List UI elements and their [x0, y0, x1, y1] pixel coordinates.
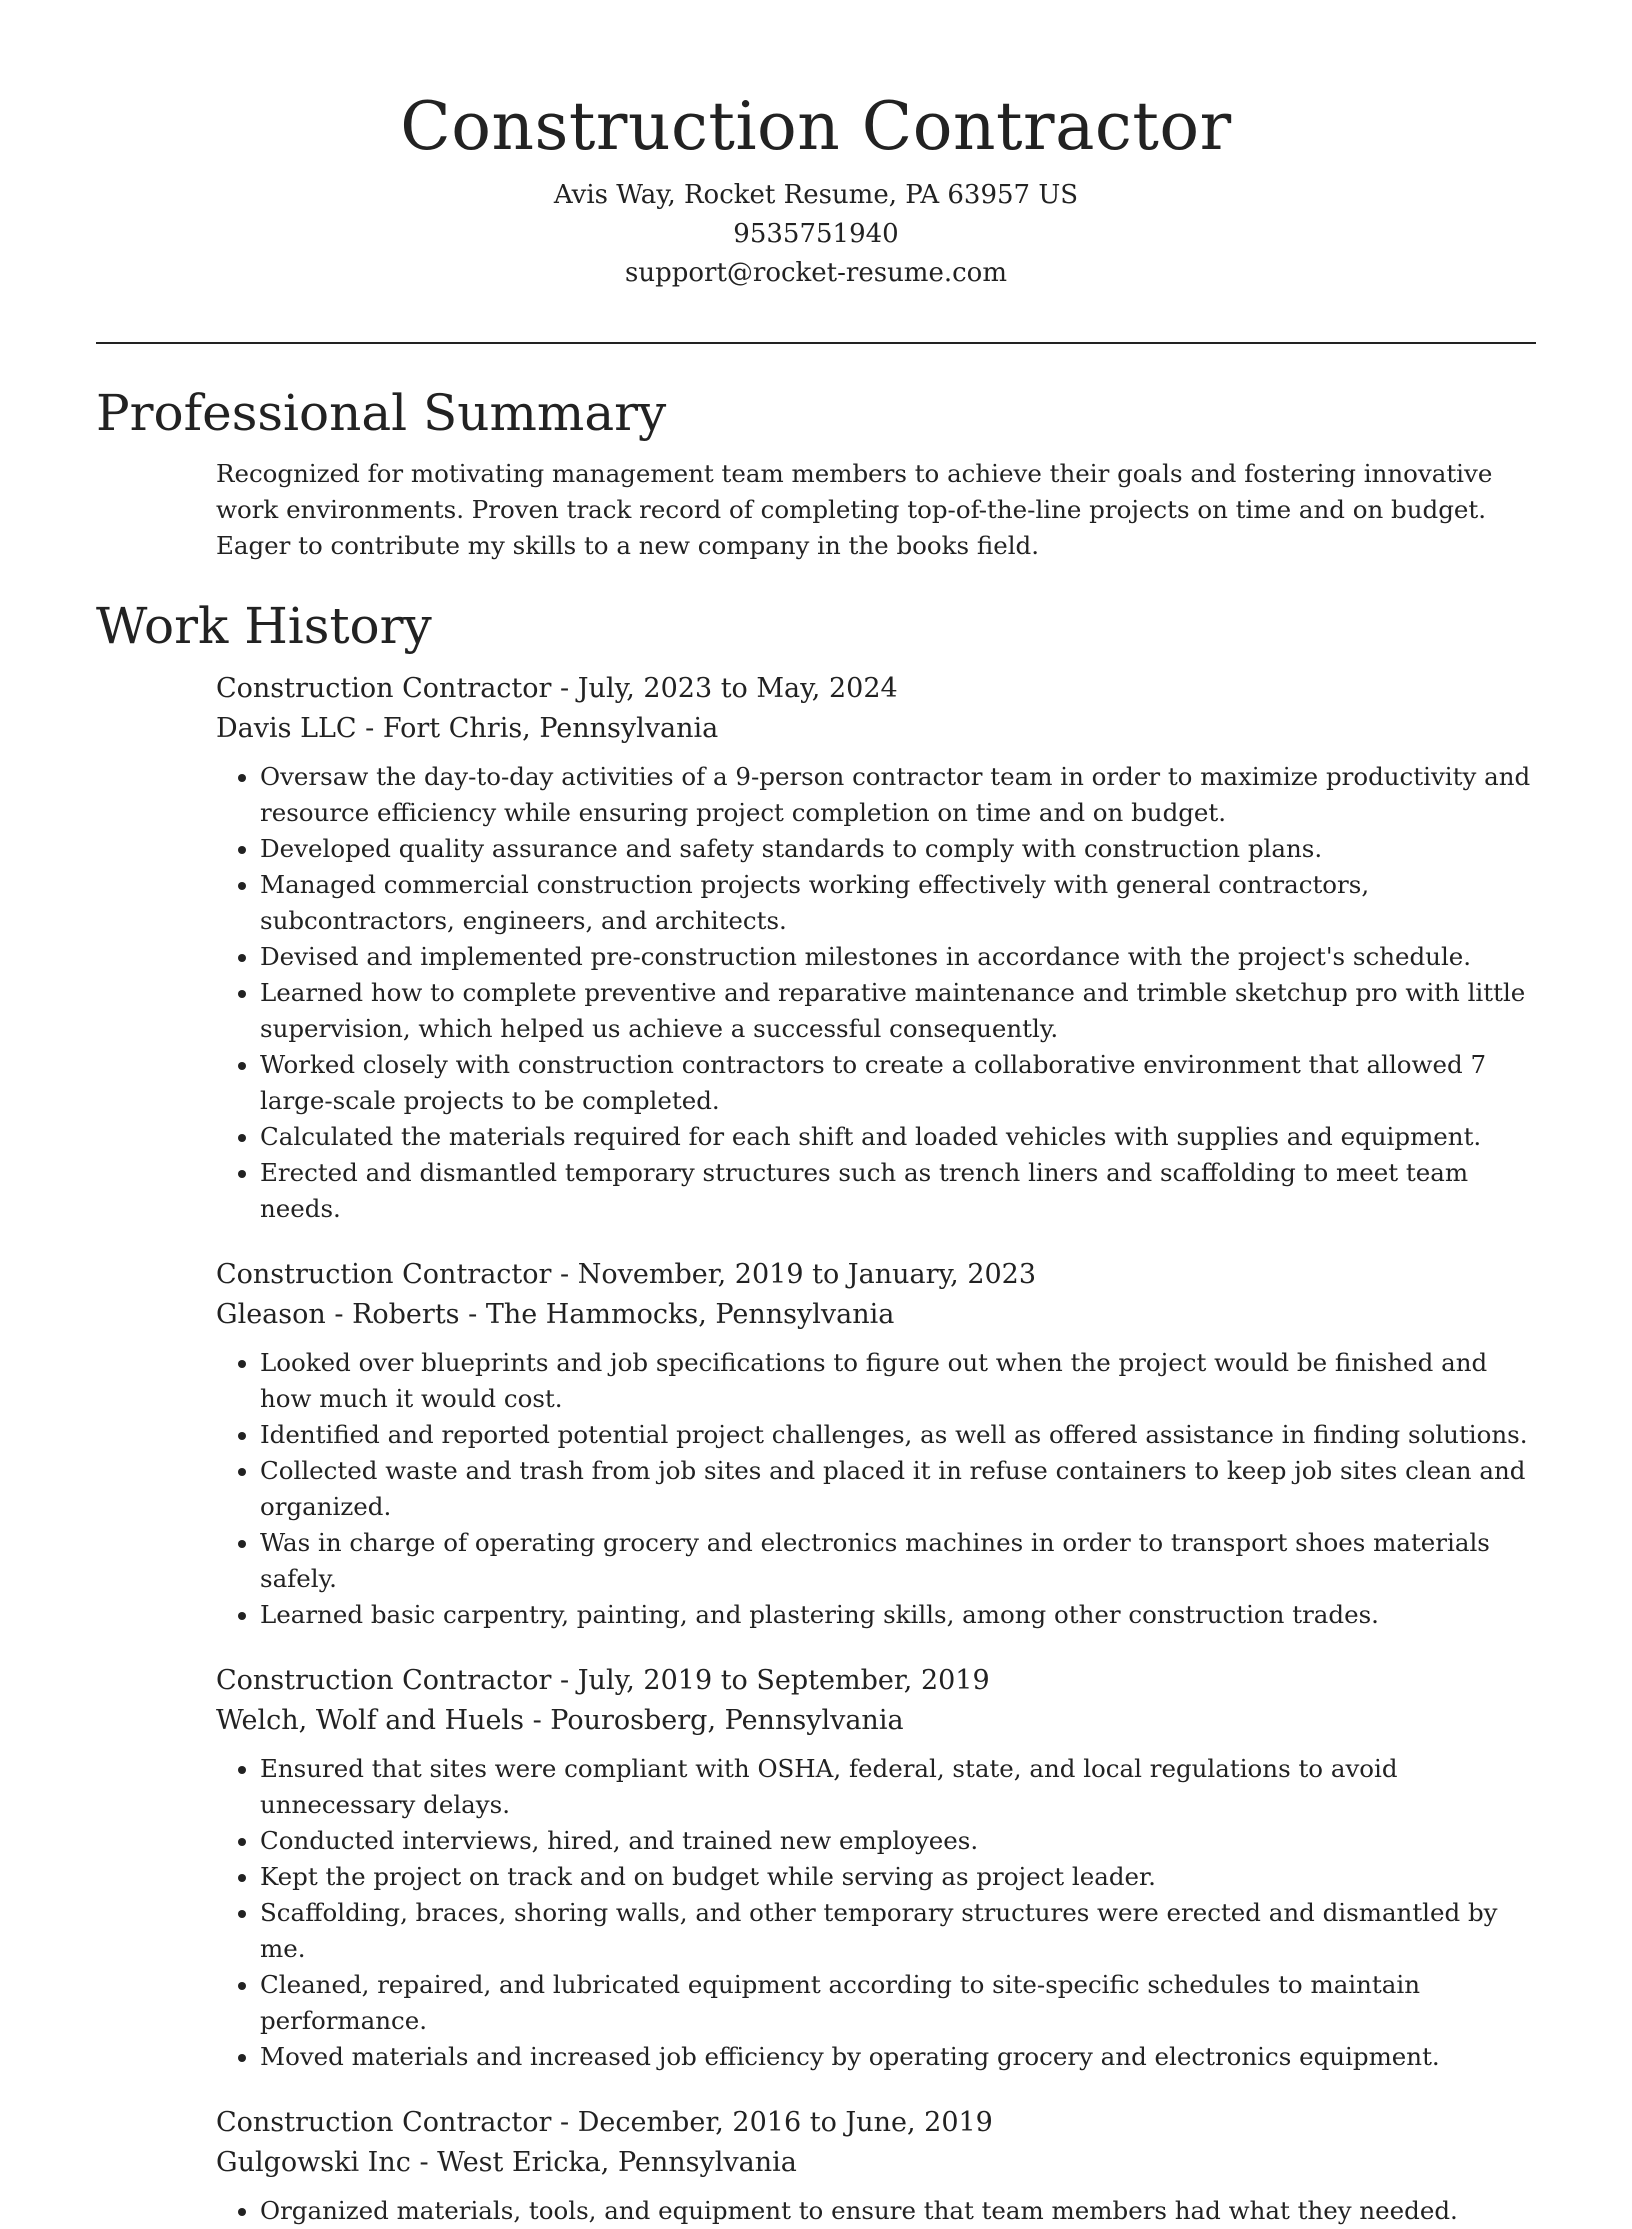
summary-text: Recognized for motivating management team members to achieve their goals and fostering innovative work environments. Proven track record of completing top-of-the-line projects on time and on budget. Eager to contribute my skills to a new company in the books field. — [216, 459, 1493, 560]
email: support@rocket-resume.com — [624, 258, 1007, 288]
list-item: • Developed quality assurance and safety standards to comply with construction plans. — [260, 831, 1534, 867]
list-item: • Calculated the materials required for each shift and loaded vehicles with supplies and equipment. — [260, 1119, 1534, 1155]
job-dates: - July, 2019 to September, 2019 — [551, 1665, 990, 1696]
job-company: Gleason - Roberts — [216, 1299, 460, 1330]
job-bullets — [216, 1345, 1534, 1633]
job-company-line — [216, 2143, 1534, 2183]
candidate-name: Construction Contractor — [400, 88, 1232, 165]
job-entry — [216, 669, 1534, 1227]
job-dates: - November, 2019 to January, 2023 — [551, 1259, 1037, 1290]
list-item: • Oversaw the day-to-day activities of a 9-person contractor team in order to maximize productivity and resource efficiency while ensuring project completion on time and on budget. — [260, 759, 1534, 831]
list-item: • Identified and reported potential project challenges, as well as offered assistance in finding solutions. — [260, 1417, 1534, 1453]
list-item: • Learned basic carpentry, painting, and plastering skills, among other construction trades. — [260, 1597, 1534, 1633]
job-bullets — [216, 1751, 1534, 2075]
phone: 9535751940 — [733, 219, 899, 249]
job-title-line — [216, 2103, 1534, 2143]
job-bullets — [216, 2193, 1534, 2229]
job-company: Davis LLC — [216, 713, 357, 744]
list-item: • Was in charge of operating grocery and electronics machines in order to transport shoes materials safely. — [260, 1525, 1534, 1597]
list-item: • Cleaned, repaired, and lubricated equipment according to site-specific schedules to maintain performance. — [260, 1967, 1534, 2039]
resume-header — [0, 0, 1632, 293]
list-item: • Conducted interviews, hired, and trained new employees. — [260, 1823, 1534, 1859]
list-item: • Ensured that sites were compliant with OSHA, federal, state, and local regulations to avoid unnecessary delays. — [260, 1751, 1534, 1823]
job-location: - Fort Chris, Pennsylvania — [356, 713, 719, 744]
list-item: • Scaffolding, braces, shoring walls, and other temporary structures were erected and dismantled by me. — [260, 1895, 1534, 1967]
job-location: - Pourosberg, Pennsylvania — [523, 1705, 904, 1736]
list-item: • Kept the project on track and on budget while serving as project leader. — [260, 1859, 1534, 1895]
job-title-line — [216, 669, 1534, 709]
summary-section — [96, 382, 1536, 564]
job-bullets — [216, 759, 1534, 1227]
job-company: Gulgowski Inc — [216, 2147, 411, 2178]
list-item: • Collected waste and trash from job sites and placed it in refuse containers to keep job sites clean and organized. — [260, 1453, 1534, 1525]
job-entry — [216, 2103, 1534, 2229]
work-history-section — [96, 595, 1536, 2229]
list-item: • Learned how to complete preventive and reparative maintenance and trimble sketchup pro with little supervision, which helped us achieve a successful consequently. — [260, 975, 1534, 1047]
job-location: - West Ericka, Pennsylvania — [410, 2147, 797, 2178]
job-title-line — [216, 1661, 1534, 1701]
job-entry — [216, 1255, 1534, 1633]
list-item: • Devised and implemented pre-construction milestones in accordance with the project's schedule. — [260, 939, 1534, 975]
job-title: Construction Contractor — [216, 2107, 552, 2138]
contact-info — [0, 176, 1632, 293]
job-title-line — [216, 1255, 1534, 1295]
job-company: Welch, Wolf and Huels — [216, 1705, 524, 1736]
job-location: - The Hammocks, Pennsylvania — [459, 1299, 895, 1330]
job-entry — [216, 1661, 1534, 2075]
job-company-line — [216, 1295, 1534, 1335]
list-item: • Organized materials, tools, and equipment to ensure that team members had what they needed. — [260, 2193, 1534, 2229]
list-item: • Looked over blueprints and job specifications to figure out when the project would be finished and how much it would cost. — [260, 1345, 1534, 1417]
list-item: • Erected and dismantled temporary structures such as trench liners and scaffolding to meet team needs. — [260, 1155, 1534, 1227]
header-divider — [96, 342, 1536, 344]
list-item: • Moved materials and increased job efficiency by operating grocery and electronics equipment. — [260, 2039, 1534, 2075]
job-company-line — [216, 709, 1534, 749]
summary-title: Professional Summary — [96, 384, 667, 442]
address: Avis Way, Rocket Resume, PA 63957 US — [553, 180, 1079, 210]
job-title: Construction Contractor — [216, 1259, 552, 1290]
list-item: • Worked closely with construction contractors to create a collaborative environment that allowed 7 large-scale projects to be completed. — [260, 1047, 1534, 1119]
work-history-title: Work History — [96, 597, 432, 655]
job-dates: - December, 2016 to June, 2019 — [551, 2107, 993, 2138]
job-dates: - July, 2023 to May, 2024 — [551, 673, 898, 704]
list-item: • Managed commercial construction projects working effectively with general contractors, subcontractors, engineers, and architects. — [260, 867, 1534, 939]
job-title: Construction Contractor — [216, 673, 552, 704]
job-title: Construction Contractor — [216, 1665, 552, 1696]
job-company-line — [216, 1701, 1534, 1741]
